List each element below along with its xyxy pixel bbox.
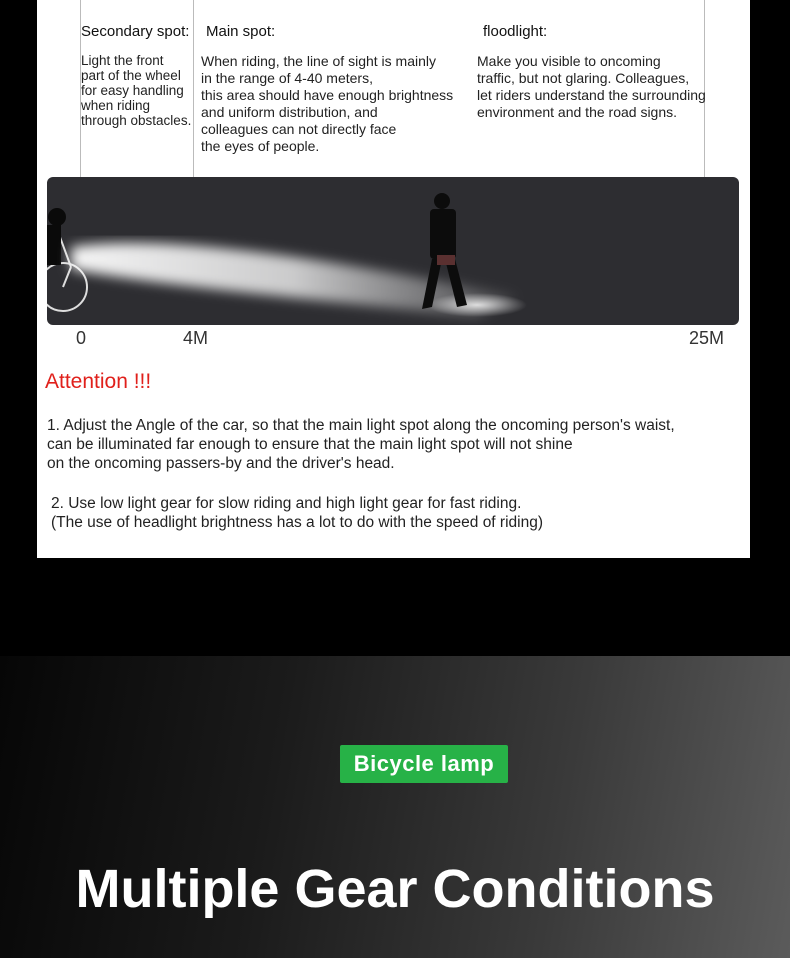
distance-0: 0: [76, 328, 87, 348]
distance-25m: 25M: [689, 328, 725, 348]
floodlight-title: floodlight:: [483, 23, 548, 40]
secondary-spot-title: Secondary spot:: [81, 23, 190, 40]
distance-4m: 4M: [183, 328, 209, 348]
headline: Multiple Gear Conditions: [75, 859, 715, 919]
main-spot-text: When riding, the line of sight is mainly in the range of 4-40 meters, this area should have enough brightness and uniform distribution, and colleagues can not directly face the eyes of people.: [201, 53, 454, 154]
beam-scene: [47, 177, 739, 325]
note-1: 1. Adjust the Angle of the car, so that the main light spot along the oncoming person's waist, can be illuminated far enough to ensure that the main light spot will not shine on the oncoming passers-by and the driver's head.: [47, 417, 675, 472]
secondary-spot-text: Light the front part of the wheel for easy handling when riding through obstacles.: [81, 53, 192, 128]
product-badge: Bicycle lamp: [340, 745, 508, 783]
main-spot-title: Main spot:: [206, 23, 276, 40]
rider-icon: [47, 208, 66, 265]
beam-illustration: [47, 177, 739, 325]
floodlight-text: Make you visible to oncoming traffic, but not glaring. Colleagues, let riders understand the surrounding environment and the road signs.: [477, 53, 706, 120]
note-2: 2. Use low light gear for slow riding and high light gear for fast riding. (The use of headlight brightness has a lot to do with the speed of riding): [51, 495, 543, 531]
attention-heading: Attention !!!: [45, 370, 152, 393]
